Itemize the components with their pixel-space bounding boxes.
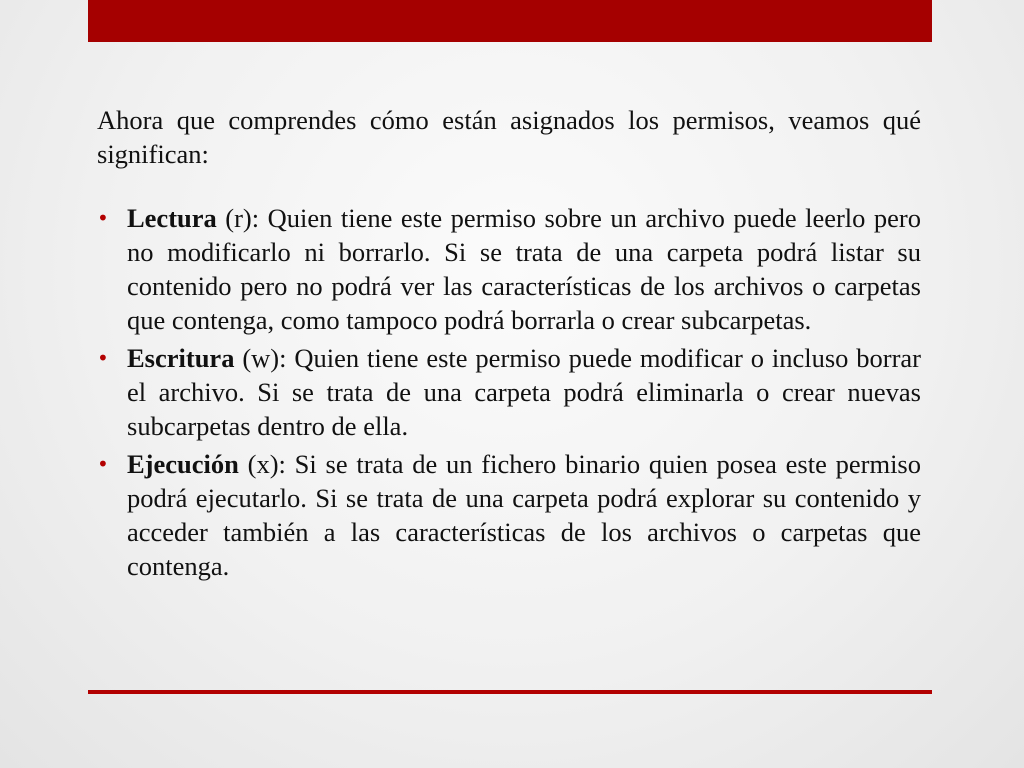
intro-paragraph: Ahora que comprendes cómo están asignados los permisos, veamos qué significan: (97, 105, 921, 169)
description-lectura: (r): Quien tiene este permiso sobre un archivo puede leerlo pero no modificarlo ni borrarlo. Si se trata de una carpeta podrá listar su contenido pero no podrá ver las características de los archivos o carpetas que contenga, como tampoco podrá borrarla o crear subcarpetas. (127, 203, 921, 335)
bullet-dot-icon: • (97, 346, 109, 370)
permissions-list (97, 201, 921, 583)
term-lectura: Lectura (127, 203, 217, 233)
top-accent-bar (88, 0, 932, 42)
description-escritura: (w): Quien tiene este permiso puede modificar o incluso borrar el archivo. Si se trata de una carpeta podrá eliminarla o crear nuevas subcarpetas dentro de ella. (127, 343, 921, 441)
bottom-divider-line (88, 690, 932, 694)
description-ejecucion: (x): Si se trata de un fichero binario quien posea este permiso podrá ejecutarlo. Si se trata de una carpeta podrá explorar su contenido y acceder también a las características de los archivos o carpetas que contenga. (127, 449, 921, 581)
bullet-dot-icon: • (97, 452, 109, 476)
term-ejecucion: Ejecución (127, 449, 239, 479)
slide-content (97, 103, 921, 587)
list-item-lectura (97, 201, 921, 337)
list-item-escritura (97, 341, 921, 443)
list-item-ejecucion (97, 447, 921, 583)
bullet-dot-icon: • (97, 206, 109, 230)
term-escritura: Escritura (127, 343, 235, 373)
